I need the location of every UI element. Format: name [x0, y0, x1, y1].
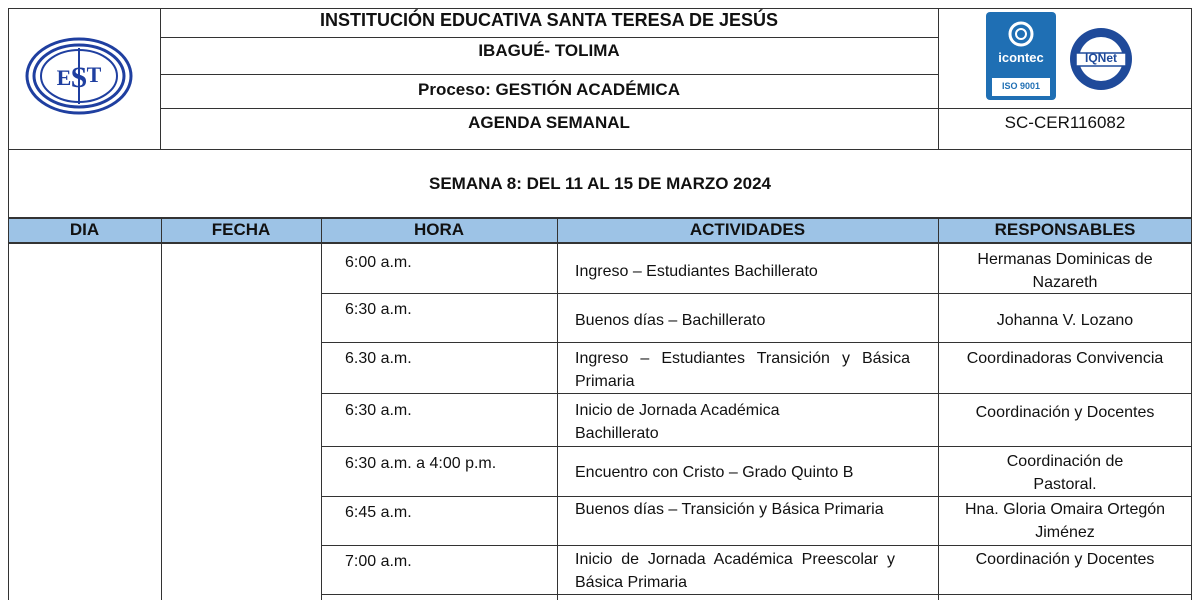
row-7-actividad: Inicio de Jornada Académica Preescolar y Básica Primaria [575, 551, 895, 591]
row-5-hora: 6:30 a.m. a 4:00 p.m. [345, 455, 497, 472]
column-header-hora: HORA [413, 220, 465, 239]
process-label: Proceso: GESTIÓN ACADÉMICA [418, 80, 680, 99]
row-2-responsable: Johanna V. Lozano [996, 312, 1134, 329]
row-4-actividad: Inicio de Jornada Académica Bachillerato [575, 402, 780, 442]
row-3-actividad: Ingreso – Estudiantes Transición y Básica Primaria [575, 350, 910, 390]
iqnet-logo [1068, 26, 1134, 92]
row-2-hora: 6:30 a.m. [345, 301, 412, 318]
column-header-dia: DIA [69, 220, 100, 239]
row-3-hora: 6.30 a.m. [345, 350, 412, 367]
row-6-responsable: Hna. Gloria Omaira Ortegón Jiménez [964, 501, 1166, 541]
column-header-actividades: ACTIVIDADES [689, 220, 806, 239]
row-6-hora: 6:45 a.m. [345, 504, 412, 521]
row-3-responsable: Coordinadoras Convivencia [966, 350, 1164, 367]
school-logo [24, 36, 134, 116]
iso-label: ISO 9001 [1001, 81, 1041, 91]
icontec-logo [986, 12, 1056, 100]
svg-text:E: E [56, 65, 72, 90]
week-title: SEMANA 8: DEL 11 AL 15 DE MARZO 2024 [429, 174, 771, 193]
document-title: AGENDA SEMANAL [468, 113, 630, 132]
row-7-hora: 7:00 a.m. [345, 553, 412, 570]
certificate-code: SC-CER116082 [1004, 113, 1126, 132]
row-5-responsable: Coordinación de Pastoral. [1006, 453, 1124, 493]
svg-text:T: T [86, 62, 102, 87]
city-label: IBAGUÉ- TOLIMA [478, 41, 620, 60]
column-header-fecha: FECHA [211, 220, 271, 239]
row-7-responsable: Coordinación y Docentes [975, 551, 1155, 568]
icontec-label: icontec [998, 50, 1044, 65]
iqnet-label: IQNet [1084, 51, 1117, 65]
row-2-actividad: Buenos días – Bachillerato [575, 312, 766, 329]
svg-text:S: S [70, 61, 88, 94]
row-6-actividad: Buenos días – Transición y Básica Primaria [575, 501, 884, 518]
row-5-actividad: Encuentro con Cristo – Grado Quinto B [575, 464, 854, 481]
row-1-actividad: Ingreso – Estudiantes Bachillerato [575, 263, 818, 280]
row-4-hora: 6:30 a.m. [345, 402, 412, 419]
row-1-hora: 6:00 a.m. [345, 254, 412, 271]
row-4-responsable: Coordinación y Docentes [975, 404, 1155, 421]
row-1-responsable: Hermanas Dominicas de Nazareth [977, 251, 1153, 291]
institution-name: INSTITUCIÓN EDUCATIVA SANTA TERESA DE JESÚS [319, 10, 779, 30]
column-header-responsables: RESPONSABLES [994, 220, 1136, 239]
